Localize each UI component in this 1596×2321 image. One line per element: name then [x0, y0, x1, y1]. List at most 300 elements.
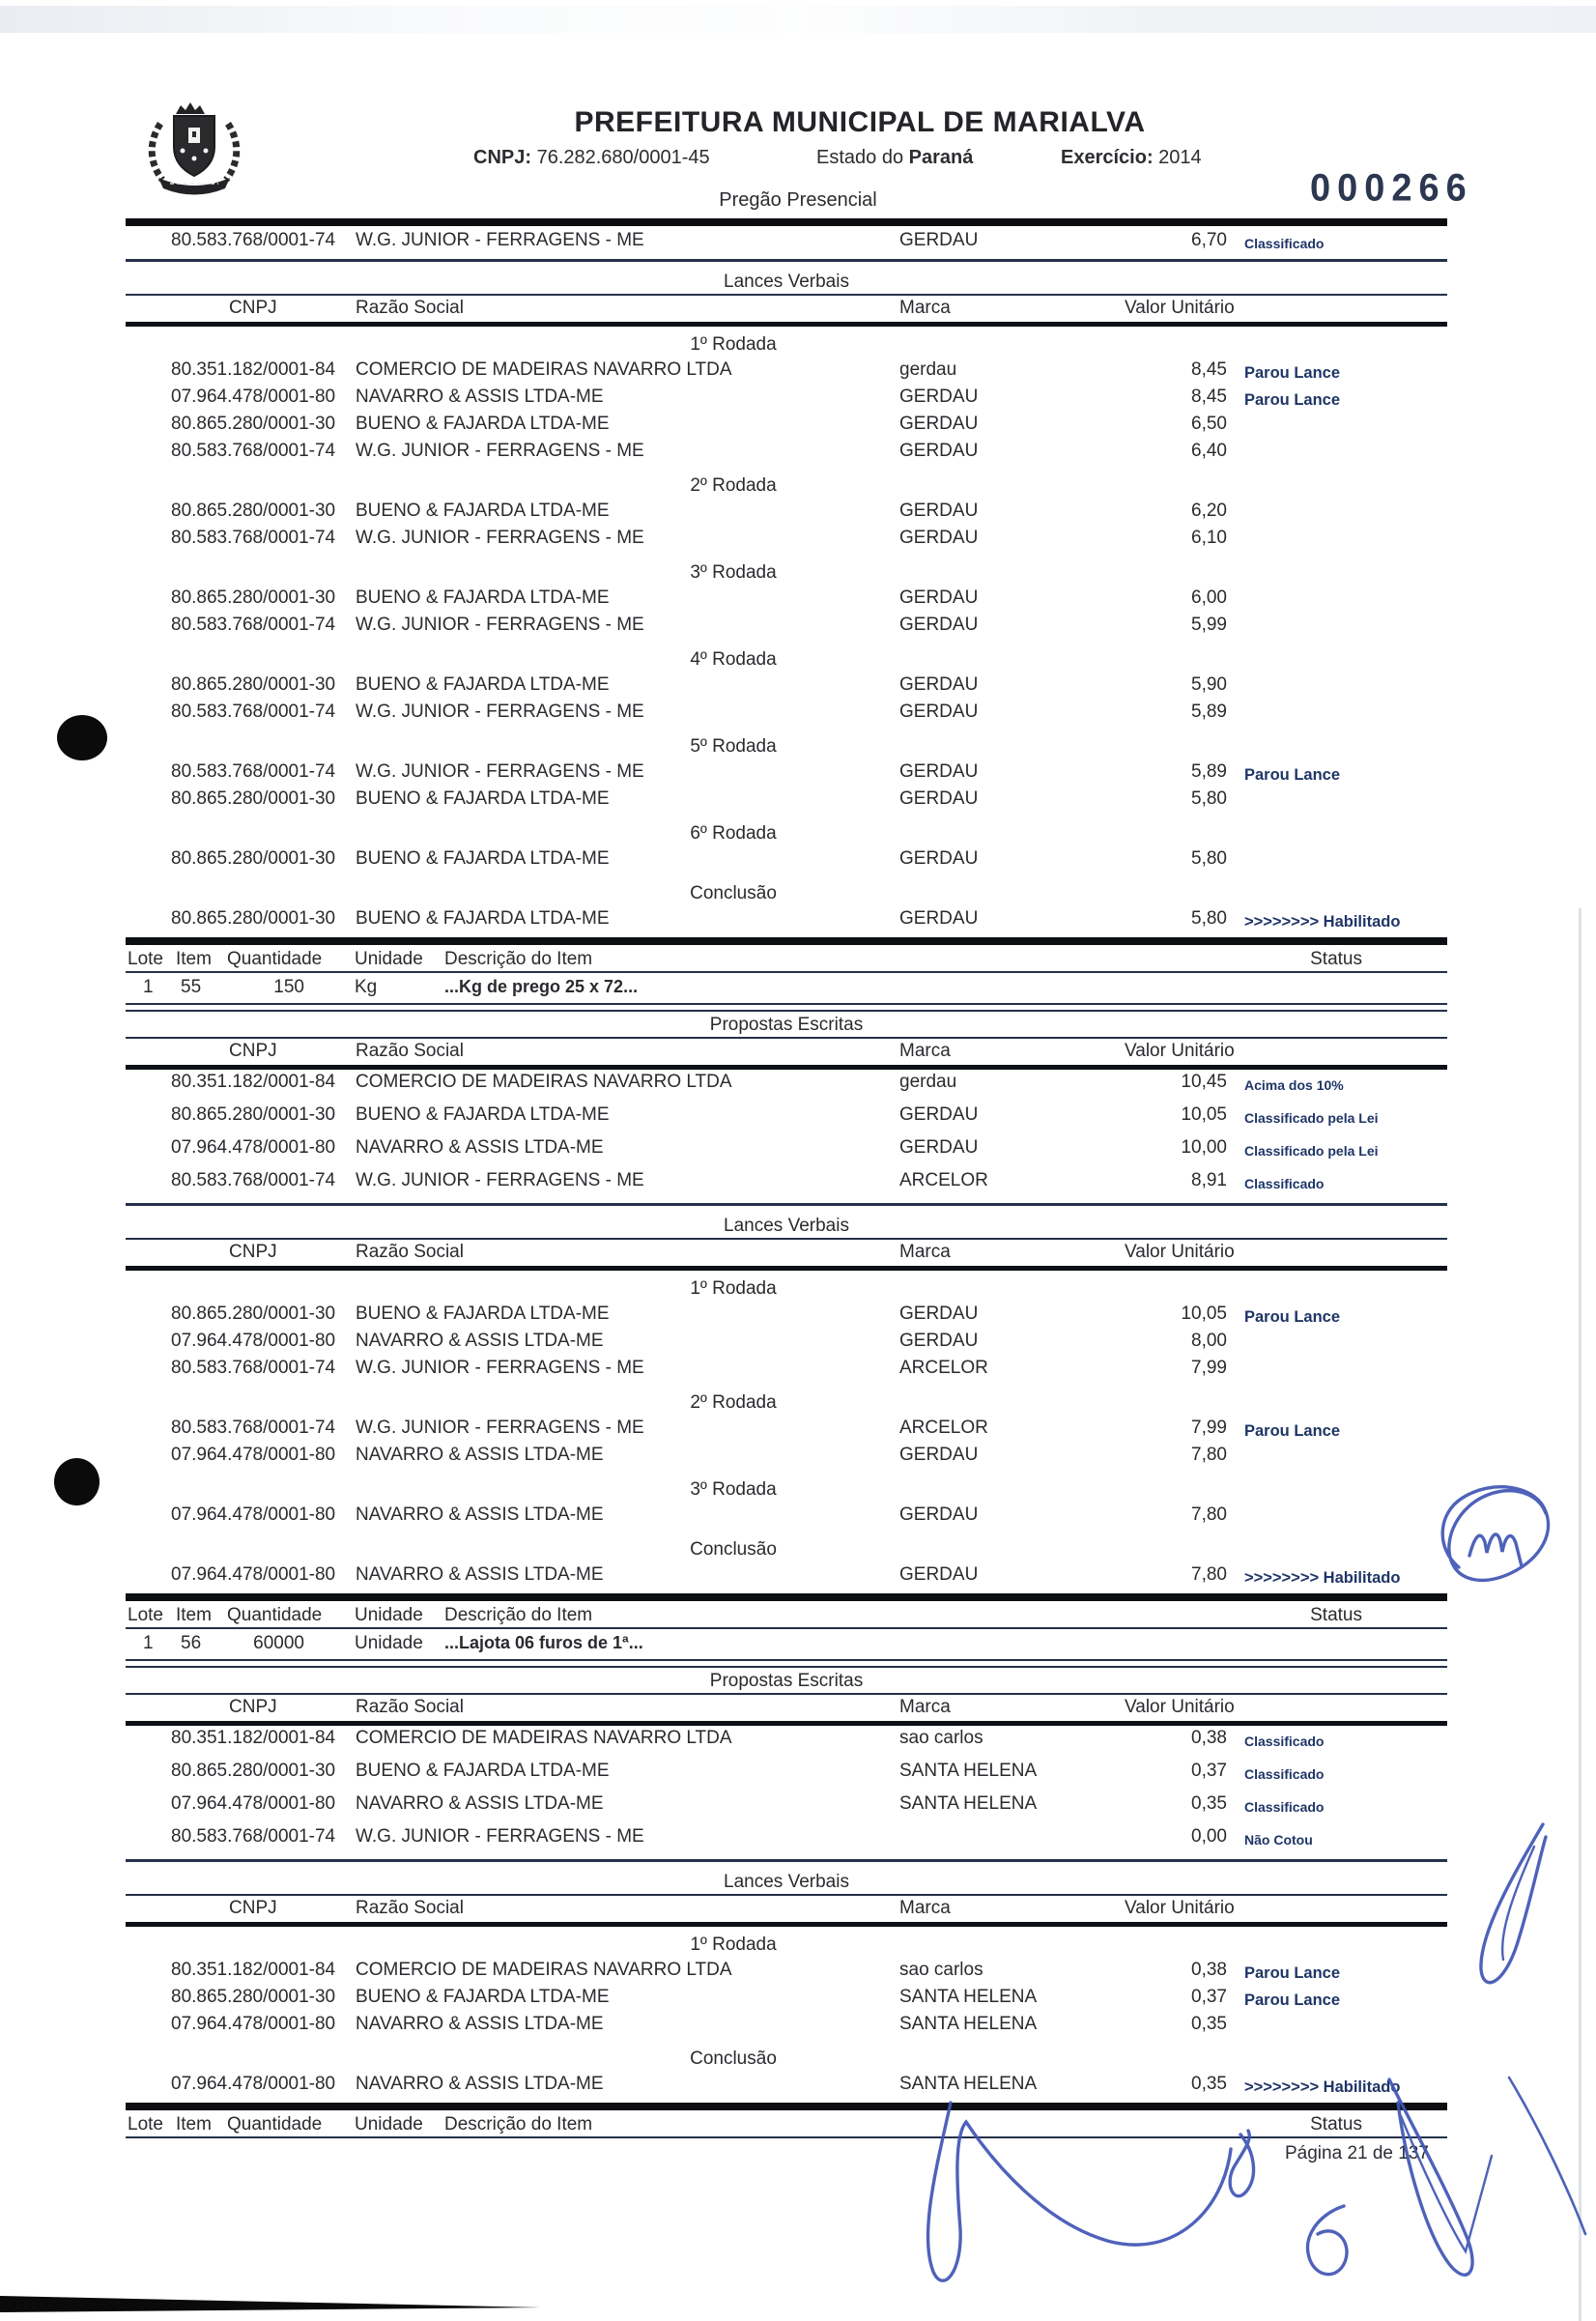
round-label: 5º Rodada: [690, 736, 777, 757]
bidder-company-name: BUENO & FAJARDA LTDA-ME: [356, 1104, 610, 1125]
column-header-quantidade: Quantidade: [227, 949, 323, 969]
exercise-year: 2014: [1158, 147, 1202, 168]
bidder-cnpj: 80.351.182/0001-84: [171, 1728, 336, 1748]
round-label-row: [126, 1934, 1447, 1960]
bid-unit-value: 5,89: [1191, 761, 1227, 782]
bidder-company-name: NAVARRO & ASSIS LTDA-ME: [356, 1445, 604, 1465]
section-title: Lances Verbais: [126, 1216, 1447, 1240]
bid-row: [126, 761, 1447, 788]
paper-edge-shadow: [1579, 908, 1582, 2321]
section-divider-bar: [126, 2103, 1447, 2110]
bid-row: [126, 387, 1447, 414]
bid-row: [126, 615, 1447, 642]
bid-columns-header: [126, 298, 1447, 327]
cnpj-value: 76.282.680/0001-45: [536, 147, 710, 168]
bid-row: [126, 1418, 1447, 1445]
round-label-row: [126, 883, 1447, 908]
bid-unit-value: 7,80: [1191, 1504, 1227, 1525]
bid-status: Parou Lance: [1244, 1422, 1341, 1440]
bid-unit-value: 0,37: [1191, 1987, 1227, 2007]
column-header-cnpj: CNPJ: [229, 1697, 277, 1717]
header-cnpj: [473, 147, 710, 169]
bid-status: Parou Lance: [1244, 766, 1341, 784]
bid-brand: GERDAU: [899, 848, 979, 869]
bid-row: [126, 674, 1447, 702]
bid-brand: GERDAU: [899, 441, 979, 461]
lote-columns-header: [126, 949, 1447, 973]
document-body: [126, 216, 1447, 2138]
table-rule: [126, 1203, 1447, 1206]
column-header-status: Status: [1310, 1605, 1362, 1625]
bid-brand: ARCELOR: [899, 1358, 988, 1378]
bidder-company-name: BUENO & FAJARDA LTDA-ME: [356, 674, 610, 695]
bidder-cnpj: 80.865.280/0001-30: [171, 587, 336, 608]
bid-row: [126, 1070, 1447, 1103]
column-header-unidade: Unidade: [355, 2114, 423, 2135]
state-prefix: Estado do: [816, 147, 904, 168]
bidder-company-name: BUENO & FAJARDA LTDA-ME: [356, 587, 610, 608]
item-description: ...Kg de prego 25 x 72...: [444, 977, 639, 996]
item-number: 56: [181, 1633, 202, 1653]
bid-row: [126, 788, 1447, 816]
signature-flourish-right: [1481, 1824, 1546, 1983]
bid-brand: GERDAU: [899, 1445, 979, 1465]
bidder-company-name: W.G. JUNIOR - FERRAGENS - ME: [356, 230, 644, 250]
bid-row: [126, 1331, 1447, 1358]
column-header-cnpj: CNPJ: [229, 1041, 277, 1061]
bidder-cnpj: 80.583.768/0001-74: [171, 230, 336, 250]
bid-row: [126, 1726, 1447, 1759]
bid-brand: SANTA HELENA: [899, 2074, 1038, 2094]
bidder-company-name: COMERCIO DE MADEIRAS NAVARRO LTDA: [356, 359, 732, 380]
column-header-lote: Lote: [128, 949, 163, 969]
column-header-marca: Marca: [899, 1041, 951, 1061]
table-rule: [126, 1859, 1447, 1862]
round-label: Conclusão: [690, 1539, 777, 1560]
round-label-row: [126, 1278, 1447, 1304]
round-label: 1º Rodada: [690, 334, 777, 355]
bidder-company-name: COMERCIO DE MADEIRAS NAVARRO LTDA: [356, 1072, 732, 1092]
bid-brand: GERDAU: [899, 387, 979, 407]
round-label-row: [126, 2049, 1447, 2074]
bid-brand: GERDAU: [899, 230, 979, 250]
bid-unit-value: 7,80: [1191, 1564, 1227, 1585]
bidder-cnpj: 07.964.478/0001-80: [171, 1331, 336, 1351]
column-header-lote: Lote: [128, 2114, 163, 2135]
column-header-cnpj: CNPJ: [229, 298, 277, 318]
bid-columns-header: [126, 1041, 1447, 1070]
section-title: Propostas Escritas: [126, 1671, 1447, 1695]
scan-noise-band: [0, 6, 1596, 33]
column-header-item: Item: [176, 2114, 212, 2135]
bid-brand: SANTA HELENA: [899, 1793, 1038, 1814]
round-label: 3º Rodada: [690, 562, 777, 583]
bidder-cnpj: 80.583.768/0001-74: [171, 702, 336, 722]
round-label: Conclusão: [690, 883, 777, 903]
bidder-cnpj: 07.964.478/0001-80: [171, 2014, 336, 2034]
bid-unit-value: 7,80: [1191, 1445, 1227, 1465]
bid-row: [126, 1791, 1447, 1824]
bidder-company-name: NAVARRO & ASSIS LTDA-ME: [356, 2074, 604, 2094]
table-double-rule: [126, 1003, 1447, 1012]
round-label-row: [126, 562, 1447, 587]
bid-unit-value: 5,80: [1191, 908, 1227, 929]
unit-value: Kg: [355, 977, 378, 997]
crest-crown: [176, 102, 205, 114]
bidder-company-name: BUENO & FAJARDA LTDA-ME: [356, 788, 610, 809]
section-divider-bar: [126, 1593, 1447, 1601]
bid-row: [126, 2074, 1447, 2101]
signature-flourish-right-inner: [1502, 1847, 1534, 1960]
bid-row: [126, 908, 1447, 935]
bid-row: [126, 1358, 1447, 1385]
column-header-valor-unitario: Valor Unitário: [1125, 1041, 1235, 1061]
table-rule: [126, 259, 1447, 262]
bid-unit-value: 6,40: [1191, 441, 1227, 461]
column-header-unidade: Unidade: [355, 1605, 423, 1625]
scan-bottom-wedge: [0, 2296, 541, 2312]
lote-columns-header: [126, 1605, 1447, 1629]
bid-row: [126, 1168, 1447, 1201]
bidder-company-name: BUENO & FAJARDA LTDA-ME: [356, 908, 610, 929]
bid-brand: GERDAU: [899, 788, 979, 809]
bidder-cnpj: 07.964.478/0001-80: [171, 1504, 336, 1525]
bidder-cnpj: 07.964.478/0001-80: [171, 1564, 336, 1585]
bid-row: [126, 1103, 1447, 1135]
column-header-valor-unitario: Valor Unitário: [1125, 1898, 1235, 1918]
bid-unit-value: 6,10: [1191, 528, 1227, 548]
bid-row: [126, 2014, 1447, 2041]
bidder-cnpj: 80.865.280/0001-30: [171, 674, 336, 695]
bid-brand: GERDAU: [899, 1304, 979, 1324]
bid-unit-value: 6,70: [1191, 230, 1227, 250]
bid-status: >>>>>>>> Habilitado: [1244, 2078, 1401, 2096]
bidder-cnpj: 80.583.768/0001-74: [171, 761, 336, 782]
signature-monogram-initials: [1469, 1534, 1522, 1566]
bid-unit-value: 5,90: [1191, 674, 1227, 695]
bidder-company-name: BUENO & FAJARDA LTDA-ME: [356, 414, 610, 434]
bidder-company-name: W.G. JUNIOR - FERRAGENS - ME: [356, 1418, 644, 1438]
section-title: Lances Verbais: [126, 1872, 1447, 1896]
round-label: 6º Rodada: [690, 823, 777, 844]
bid-unit-value: 0,38: [1191, 1728, 1227, 1748]
column-header-quantidade: Quantidade: [227, 1605, 323, 1625]
bid-brand: GERDAU: [899, 908, 979, 929]
bidder-cnpj: 07.964.478/0001-80: [171, 2074, 336, 2094]
bid-brand: gerdau: [899, 359, 957, 380]
bid-status: Classificado: [1244, 1176, 1325, 1191]
bid-unit-value: 6,00: [1191, 587, 1227, 608]
bidder-company-name: BUENO & FAJARDA LTDA-ME: [356, 848, 610, 869]
bid-brand: GERDAU: [899, 1137, 979, 1158]
section-divider-bar: [126, 937, 1447, 945]
bid-brand: GERDAU: [899, 414, 979, 434]
bid-status: Parou Lance: [1244, 1991, 1341, 2009]
column-header-razao-social: Razão Social: [356, 1041, 464, 1061]
bidder-cnpj: 80.865.280/0001-30: [171, 1987, 336, 2007]
bid-status: Parou Lance: [1244, 364, 1341, 382]
hole-punch-mark: [54, 1458, 100, 1505]
bid-status: Parou Lance: [1244, 1964, 1341, 1982]
header-state: [816, 147, 973, 169]
page-stamp-number: 000266: [1310, 166, 1473, 211]
round-label-row: [126, 334, 1447, 359]
bid-status: Classificado: [1244, 1766, 1325, 1782]
column-header-razao-social: Razão Social: [356, 1898, 464, 1918]
municipal-crest-logo: [139, 93, 249, 195]
exercise-label: Exercício:: [1061, 147, 1154, 168]
column-header-razao-social: Razão Social: [356, 298, 464, 318]
lote-item-row: [126, 973, 1447, 1000]
bidder-company-name: NAVARRO & ASSIS LTDA-ME: [356, 387, 604, 407]
round-label: Conclusão: [690, 2049, 777, 2069]
round-label: 4º Rodada: [690, 649, 777, 670]
bidder-company-name: BUENO & FAJARDA LTDA-ME: [356, 1761, 610, 1781]
column-header-status: Status: [1310, 949, 1362, 969]
section-title: Lances Verbais: [126, 272, 1447, 296]
bid-unit-value: 0,35: [1191, 2074, 1227, 2094]
bid-brand: GERDAU: [899, 761, 979, 782]
bidder-company-name: NAVARRO & ASSIS LTDA-ME: [356, 1137, 604, 1158]
bidder-cnpj: 80.865.280/0001-30: [171, 501, 336, 521]
bid-unit-value: 5,80: [1191, 788, 1227, 809]
round-label-row: [126, 475, 1447, 501]
column-header-unidade: Unidade: [355, 949, 423, 969]
bid-status: Acima dos 10%: [1244, 1077, 1344, 1093]
bidder-cnpj: 80.865.280/0001-30: [171, 908, 336, 929]
bid-brand: GERDAU: [899, 1104, 979, 1125]
bidder-company-name: BUENO & FAJARDA LTDA-ME: [356, 1987, 610, 2007]
bid-row: [126, 501, 1447, 528]
bid-unit-value: 0,00: [1191, 1826, 1227, 1847]
bidder-cnpj: 80.865.280/0001-30: [171, 414, 336, 434]
signature-small-loop: [1230, 2131, 1253, 2196]
bidder-cnpj: 80.583.768/0001-74: [171, 528, 336, 548]
bid-status: Classificado: [1244, 1734, 1325, 1749]
signature-monogram-circle: [1442, 1487, 1548, 1581]
bidder-company-name: BUENO & FAJARDA LTDA-ME: [356, 501, 610, 521]
crest-shield: [174, 116, 214, 176]
bidder-cnpj: 80.583.768/0001-74: [171, 441, 336, 461]
bidder-cnpj: 80.351.182/0001-84: [171, 359, 336, 380]
bidder-company-name: W.G. JUNIOR - FERRAGENS - ME: [356, 1358, 644, 1378]
bid-unit-value: 10,05: [1181, 1104, 1227, 1125]
quantity-value: 150: [273, 977, 304, 997]
bid-row: [126, 702, 1447, 729]
bidder-cnpj: 80.583.768/0001-74: [171, 1170, 336, 1190]
bid-brand: GERDAU: [899, 702, 979, 722]
page-number-footer: Página 21 de 137: [1285, 2143, 1429, 2163]
bid-status: >>>>>>>> Habilitado: [1244, 913, 1401, 931]
bid-row: [126, 1824, 1447, 1857]
bidder-company-name: W.G. JUNIOR - FERRAGENS - ME: [356, 702, 644, 722]
bid-row: [126, 1564, 1447, 1591]
bidder-cnpj: 07.964.478/0001-80: [171, 387, 336, 407]
bidder-company-name: NAVARRO & ASSIS LTDA-ME: [356, 1331, 604, 1351]
bid-brand: ARCELOR: [899, 1170, 988, 1190]
column-header-marca: Marca: [899, 1242, 951, 1262]
bid-unit-value: 0,38: [1191, 1960, 1227, 1980]
column-header-cnpj: CNPJ: [229, 1242, 277, 1262]
column-header-valor-unitario: Valor Unitário: [1125, 298, 1235, 318]
cnpj-label: CNPJ:: [473, 147, 532, 168]
column-header-razao-social: Razão Social: [356, 1242, 464, 1262]
section-divider-bar: [126, 218, 1447, 226]
bidder-cnpj: 80.583.768/0001-74: [171, 615, 336, 635]
quantity-value: 60000: [253, 1633, 304, 1653]
header-exercise: [1061, 147, 1202, 169]
bid-columns-header: [126, 1242, 1447, 1271]
bid-unit-value: 0,35: [1191, 2014, 1227, 2034]
bid-brand: gerdau: [899, 1072, 957, 1092]
table-double-rule: [126, 1659, 1447, 1668]
round-label: 1º Rodada: [690, 1278, 777, 1299]
round-label: 2º Rodada: [690, 475, 777, 496]
bid-brand: ARCELOR: [899, 1418, 988, 1438]
item-description: ...Lajota 06 furos de 1ª...: [444, 1633, 643, 1652]
bid-row: [126, 528, 1447, 555]
bid-unit-value: 5,99: [1191, 615, 1227, 635]
bid-status: >>>>>>>> Habilitado: [1244, 1569, 1401, 1587]
bidder-company-name: W.G. JUNIOR - FERRAGENS - ME: [356, 615, 644, 635]
bid-unit-value: 8,45: [1191, 387, 1227, 407]
signature-ampersand: [1307, 2206, 1347, 2275]
bid-row: [126, 587, 1447, 615]
lote-columns-header: [126, 2114, 1447, 2138]
column-header-razao-social: Razão Social: [356, 1697, 464, 1717]
round-label: 2º Rodada: [690, 1392, 777, 1413]
bid-row: [126, 1960, 1447, 1987]
bid-row: [126, 441, 1447, 468]
signature-edge-stroke: [1509, 2077, 1585, 2234]
bidder-cnpj: 80.351.182/0001-84: [171, 1960, 336, 1980]
bid-row: [126, 414, 1447, 441]
bidder-cnpj: 80.865.280/0001-30: [171, 1304, 336, 1324]
bidder-cnpj: 80.865.280/0001-30: [171, 788, 336, 809]
bidder-cnpj: 80.583.768/0001-74: [171, 1418, 336, 1438]
bidder-cnpj: 80.583.768/0001-74: [171, 1826, 336, 1847]
unit-value: Unidade: [355, 1633, 423, 1653]
document-subtitle: Pregão Presencial: [719, 189, 877, 211]
column-header-marca: Marca: [899, 1697, 951, 1717]
column-header-item: Item: [176, 1605, 212, 1625]
bid-row: [126, 848, 1447, 875]
bid-unit-value: 10,45: [1181, 1072, 1227, 1092]
bid-unit-value: 10,05: [1181, 1304, 1227, 1324]
bidder-company-name: NAVARRO & ASSIS LTDA-ME: [356, 2014, 604, 2034]
column-header-lote: Lote: [128, 1605, 163, 1625]
bidder-cnpj: 80.865.280/0001-30: [171, 1761, 336, 1781]
bid-unit-value: 10,00: [1181, 1137, 1227, 1158]
document-title: PREFEITURA MUNICIPAL DE MARIALVA: [574, 106, 1146, 138]
round-label: 1º Rodada: [690, 1934, 777, 1955]
bid-unit-value: 5,89: [1191, 702, 1227, 722]
bid-status: Parou Lance: [1244, 391, 1341, 409]
bidder-cnpj: 07.964.478/0001-80: [171, 1793, 336, 1814]
bid-unit-value: 8,00: [1191, 1331, 1227, 1351]
column-header-marca: Marca: [899, 1898, 951, 1918]
bidder-cnpj: 80.351.182/0001-84: [171, 1072, 336, 1092]
bid-brand: SANTA HELENA: [899, 1761, 1038, 1781]
bid-brand: GERDAU: [899, 615, 979, 635]
bid-brand: GERDAU: [899, 501, 979, 521]
lote-number: 1: [143, 1633, 154, 1653]
round-label: 3º Rodada: [690, 1479, 777, 1500]
bidder-company-name: NAVARRO & ASSIS LTDA-ME: [356, 1564, 604, 1585]
bidder-company-name: BUENO & FAJARDA LTDA-ME: [356, 1304, 610, 1324]
column-header-quantidade: Quantidade: [227, 2114, 323, 2135]
round-label-row: [126, 823, 1447, 848]
bid-row: [126, 1135, 1447, 1168]
column-header-descricao: Descrição do Item: [444, 1605, 593, 1625]
bidder-company-name: W.G. JUNIOR - FERRAGENS - ME: [356, 1826, 644, 1847]
bid-unit-value: 5,80: [1191, 848, 1227, 869]
bid-brand: SANTA HELENA: [899, 2014, 1038, 2034]
item-number: 55: [181, 977, 202, 997]
column-header-valor-unitario: Valor Unitário: [1125, 1242, 1235, 1262]
bid-unit-value: 8,45: [1191, 359, 1227, 380]
bid-brand: GERDAU: [899, 587, 979, 608]
column-header-item: Item: [176, 949, 212, 969]
bid-unit-value: 6,50: [1191, 414, 1227, 434]
column-header-descricao: Descrição do Item: [444, 949, 593, 969]
bid-row: [126, 230, 1447, 257]
bid-status: Classificado pela Lei: [1244, 1110, 1379, 1126]
bid-status: Classificado pela Lei: [1244, 1143, 1379, 1159]
bidder-company-name: W.G. JUNIOR - FERRAGENS - ME: [356, 1170, 644, 1190]
bid-columns-header: [126, 1697, 1447, 1726]
bidder-company-name: W.G. JUNIOR - FERRAGENS - ME: [356, 528, 644, 548]
column-header-marca: Marca: [899, 298, 951, 318]
bid-status: Classificado: [1244, 1799, 1325, 1815]
bidder-cnpj: 07.964.478/0001-80: [171, 1137, 336, 1158]
round-label-row: [126, 1392, 1447, 1418]
bid-row: [126, 1759, 1447, 1791]
lote-number: 1: [143, 977, 154, 997]
bid-status: Classificado: [1244, 236, 1325, 251]
state-name: Paraná: [908, 147, 974, 168]
hole-punch-mark: [57, 715, 107, 760]
bid-row: [126, 359, 1447, 387]
bid-row: [126, 1504, 1447, 1532]
lote-item-row: [126, 1629, 1447, 1656]
round-label-row: [126, 1479, 1447, 1504]
bid-unit-value: 6,20: [1191, 501, 1227, 521]
bid-brand: sao carlos: [899, 1960, 983, 1980]
bidder-cnpj: 07.964.478/0001-80: [171, 1445, 336, 1465]
bidder-company-name: COMERCIO DE MADEIRAS NAVARRO LTDA: [356, 1728, 732, 1748]
bidder-cnpj: 80.865.280/0001-30: [171, 1104, 336, 1125]
column-header-cnpj: CNPJ: [229, 1898, 277, 1918]
round-label-row: [126, 1539, 1447, 1564]
section-title: Propostas Escritas: [126, 1015, 1447, 1039]
bid-brand: SANTA HELENA: [899, 1987, 1038, 2007]
bid-brand: GERDAU: [899, 674, 979, 695]
bidder-company-name: NAVARRO & ASSIS LTDA-ME: [356, 1504, 604, 1525]
bid-status: Parou Lance: [1244, 1308, 1341, 1326]
bidder-company-name: W.G. JUNIOR - FERRAGENS - ME: [356, 441, 644, 461]
bid-unit-value: 7,99: [1191, 1418, 1227, 1438]
bid-brand: GERDAU: [899, 1564, 979, 1585]
bid-unit-value: 7,99: [1191, 1358, 1227, 1378]
bid-row: [126, 1304, 1447, 1331]
bid-row: [126, 1987, 1447, 2014]
column-header-valor-unitario: Valor Unitário: [1125, 1697, 1235, 1717]
bidder-company-name: W.G. JUNIOR - FERRAGENS - ME: [356, 761, 644, 782]
bid-unit-value: 0,37: [1191, 1761, 1227, 1781]
column-header-status: Status: [1310, 2114, 1362, 2135]
bid-unit-value: 8,91: [1191, 1170, 1227, 1190]
